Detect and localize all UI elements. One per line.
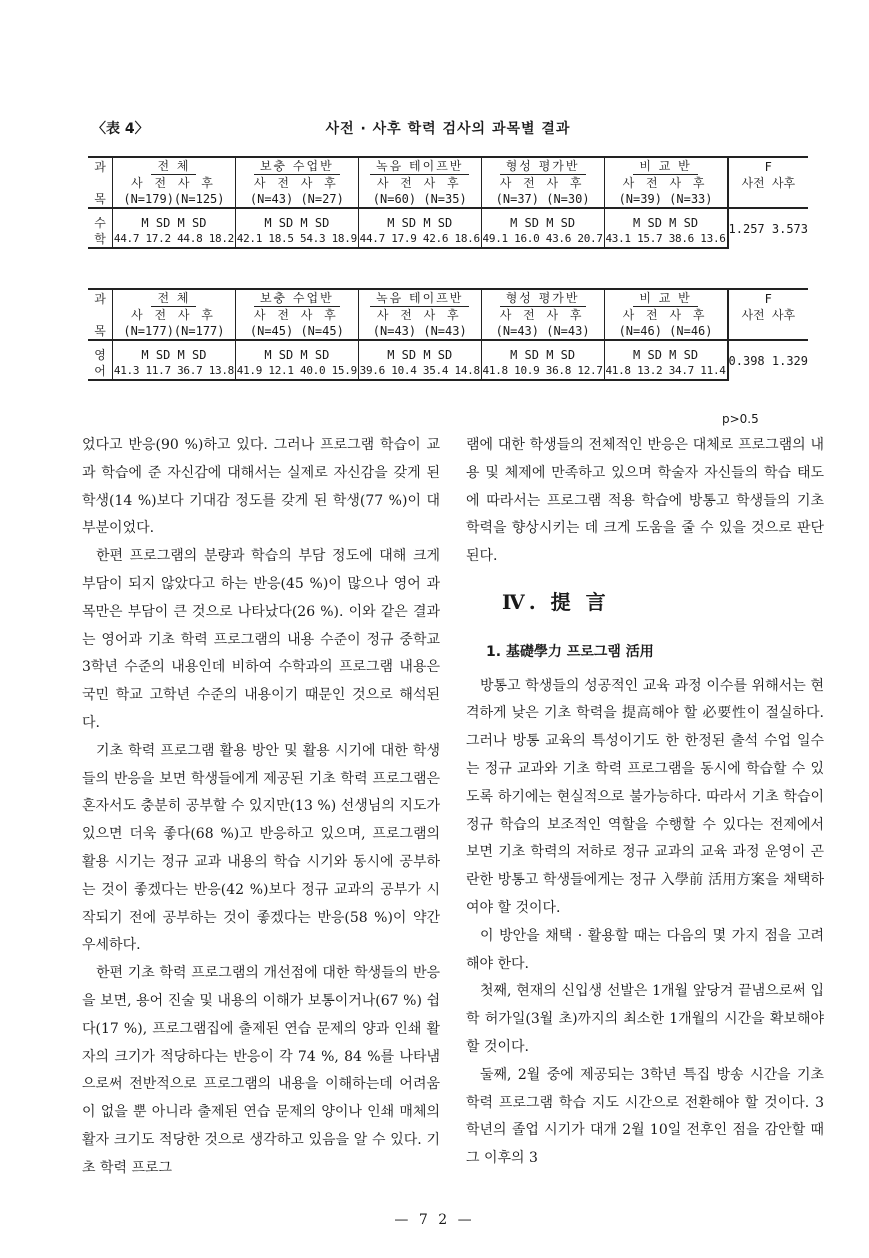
paragraph: 이 방안을 채택 · 활용할 때는 다음의 몇 가지 점을 고려해야 한다. — [466, 927, 824, 972]
table-row — [88, 323, 808, 340]
stat-values: 44.7 17.9 42.6 18.6 — [358, 231, 481, 248]
n-value: (N=43) (N=43) — [481, 323, 604, 340]
table-row — [88, 191, 808, 208]
right-column — [466, 432, 824, 1173]
paragraph: 방통고 학생들의 성공적인 교육 과정 이수를 위해서는 현격하게 낮은 기초 학력을 提高해야 할 必要性이 절실하다. 그러나 방통 교육의 특성이기도 한 한정된 출석 수업 일수는 정규 교과와 기초 학력 프로그램을 동시에 학습할 수 있도록 하기에는 현실적으로 불가능하다. 따라서 기초 학습이 정규 학습의 보조적인 역할을 수행할 수 있다는 전제에서 보면 기초 학력의 저하로 정규 교과의 교육 과정 운영이 곤란한 방통고 학생들에게는 정규 入學前 活用方案을 채택하여야 할 것이다. — [466, 677, 824, 916]
section-heading: Ⅳ. 提 言 — [502, 589, 610, 614]
table-caption — [92, 118, 804, 138]
group-name-control: 비 교 반 — [633, 158, 697, 175]
pre-post-header: 사 전 사 후 — [113, 175, 236, 191]
f-subheader: 사전 사후 — [741, 176, 796, 190]
stat-values: 49.1 16.0 43.6 20.7 — [481, 231, 604, 248]
stat-header: M SD M SD — [481, 340, 604, 363]
n-value: (N=46) (N=46) — [604, 323, 727, 340]
stat-header: M SD M SD — [358, 208, 481, 231]
paragraph: 램에 대한 학생들의 전체적인 반응은 대체로 프로그램의 내용 및 체제에 만족하고 있으며 학술자 자신들의 학습 태도에 따라서는 프로그램 적용 학습에 방통고 학생들의 기초 학력을 향상시키는 데 크게 도움을 줄 수 있을 것으로 판단된다. — [466, 437, 824, 565]
pre-post-header: 사 전 사 후 — [235, 307, 358, 323]
group-name-tape: 녹음 테이프반 — [370, 290, 469, 307]
table-row — [88, 157, 808, 175]
table-row — [88, 289, 808, 307]
stat-values: 41.9 12.1 40.0 15.9 — [235, 363, 358, 380]
n-value: (N=60) (N=35) — [358, 191, 481, 208]
n-value: (N=45) (N=45) — [235, 323, 358, 340]
table-row — [88, 231, 808, 248]
pre-post-header: 사 전 사 후 — [235, 175, 358, 191]
f-subheader: 사전 사후 — [741, 308, 796, 322]
n-value: (N=37) (N=30) — [481, 191, 604, 208]
stat-header: M SD M SD — [358, 340, 481, 363]
f-values: 1.257 3.573 — [728, 221, 808, 236]
n-value: (N=43) (N=43) — [358, 323, 481, 340]
stat-header: M SD M SD — [113, 208, 236, 231]
stat-values: 41.8 13.2 34.7 11.4 — [604, 363, 727, 380]
subject-label: 수 — [88, 208, 113, 231]
n-value: (N=39) (N=33) — [604, 191, 727, 208]
stat-values: 39.6 10.4 35.4 14.8 — [358, 363, 481, 380]
stat-header: M SD M SD — [235, 208, 358, 231]
table-row — [88, 208, 808, 231]
stat-header: M SD M SD — [235, 340, 358, 363]
pre-post-header: 사 전 사 후 — [113, 307, 236, 323]
paragraph: 한편 기초 학력 프로그램의 개선점에 대한 학생들의 반응을 보면, 용어 진술 및 내용의 이해가 보통이거나(67 %) 쉽다(17 %), 프로그램집에 출제된 연습 문제의 양과 인쇄 활자의 크기가 적당하다는 반응이 각 74 %, 84 %를 나타냄으로써 전반적으로 프로그램의 내용을 이해하는데 어려움이 없을 뿐 아니라 출제된 연습 문제의 양이나 인쇄 매체의 활자 크기도 적당한 것으로 생각하고 있음을 알 수 있다. 기초 학력 프로그 — [82, 965, 440, 1176]
stat-values: 43.1 15.7 38.6 13.6 — [604, 231, 727, 248]
group-name-total: 전 체 — [151, 290, 196, 307]
stat-values: 42.1 18.5 54.3 18.9 — [235, 231, 358, 248]
row-label: 목 — [88, 191, 113, 208]
table-label: 〈表 4〉 — [92, 121, 149, 137]
table-row — [88, 175, 808, 191]
n-value: (N=43) (N=27) — [235, 191, 358, 208]
row-label: 과 — [88, 289, 113, 307]
group-name-supplementary: 보충 수업반 — [254, 158, 340, 175]
p-value-note: p>0.5 — [722, 412, 759, 426]
pre-post-header: 사 전 사 후 — [358, 307, 481, 323]
stat-values: 44.7 17.2 44.8 18.2 — [113, 231, 236, 248]
stat-header: M SD M SD — [481, 208, 604, 231]
pre-post-header: 사 전 사 후 — [358, 175, 481, 191]
stat-values: 41.8 10.9 36.8 12.7 — [481, 363, 604, 380]
group-name-supplementary: 보충 수업반 — [254, 290, 340, 307]
n-value: (N=179)(N=125) — [113, 191, 236, 208]
subsection-heading: 1. 基礎學力 프로그램 活用 — [486, 643, 654, 660]
f-header: F — [728, 157, 808, 175]
pre-post-header: 사 전 사 후 — [481, 175, 604, 191]
group-name-tape: 녹음 테이프반 — [370, 158, 469, 175]
table-title: 사전 · 사후 학력 검사의 과목별 결과 — [325, 121, 571, 137]
results-table-english — [88, 288, 808, 381]
group-name-control: 비 교 반 — [633, 290, 697, 307]
subject-label: 어 — [88, 363, 113, 380]
pre-post-header: 사 전 사 후 — [604, 175, 727, 191]
left-column — [82, 432, 440, 1183]
paragraph: 한편 프로그램의 분량과 학습의 부담 정도에 대해 크게 부담이 되지 않았다고 하는 반응(45 %)이 많으나 영어 과목만은 부담이 큰 것으로 나타났다(26 %). 이와 같은 결과는 영어과 기초 학력 프로그램의 내용 수준이 정규 중학교 3학년 수준의 내용인데 비하여 수학과의 프로그램 내용은 국민 학교 고학년 수준의 내용이기 때문인 것으로 해석된다. — [82, 548, 440, 731]
n-value: (N=177)(N=177) — [113, 323, 236, 340]
page-number: — 7 2 — — [394, 1212, 475, 1228]
pre-post-header: 사 전 사 후 — [604, 307, 727, 323]
row-label: 과 — [88, 157, 113, 175]
table-row — [88, 363, 808, 380]
group-name-formative: 형성 평가반 — [500, 290, 586, 307]
f-header: F — [728, 289, 808, 307]
pre-post-header: 사 전 사 후 — [481, 307, 604, 323]
row-label: 목 — [88, 323, 113, 340]
paragraph: 었다고 반응(90 %)하고 있다. 그러나 프로그램 학습이 교과 학습에 준 자신감에 대해서는 실제로 자신감을 갖게 된 학생(14 %)보다 기대감 정도를 갖게 된 학생(77 %)이 대부분이었다. — [82, 437, 440, 537]
table-row — [88, 307, 808, 323]
f-values: 0.398 1.329 — [728, 353, 808, 368]
paragraph: 첫째, 현재의 신입생 선발은 1개월 앞당겨 끝냄으로써 입학 허가일(3월 초)까지의 최소한 1개월의 시간을 확보해야 할 것이다. — [466, 983, 824, 1055]
group-name-formative: 형성 평가반 — [500, 158, 586, 175]
table-row — [88, 340, 808, 363]
paragraph: 기초 학력 프로그램 활용 방안 및 활용 시기에 대한 학생들의 반응을 보면 학생들에게 제공된 기초 학력 프로그램은 혼자서도 충분히 공부할 수 있지만(13 %) 선생님의 지도가 있으면 더욱 좋다(68 %)고 반응하고 있으며, 프로그램의 활용 시기는 정규 교과 내용의 학습 시기와 동시에 공부하는 것이 좋겠다는 반응(42 %)보다 정규 교과의 공부가 시작되기 전에 공부하는 것이 좋겠다는 반응(58 %)이 약간 우세하다. — [82, 742, 440, 954]
stat-header: M SD M SD — [113, 340, 236, 363]
paragraph: 둘째, 2월 중에 제공되는 3학년 특집 방송 시간을 기초 학력 프로그램 학습 지도 시간으로 전환해야 할 것이다. 3학년의 졸업 시기가 대개 2월 10일 전후인 점을 감안할 때 그 이후의 3 — [466, 1066, 824, 1167]
stat-header: M SD M SD — [604, 340, 727, 363]
results-table-math — [88, 156, 808, 249]
subject-label: 학 — [88, 231, 113, 248]
stat-values: 41.3 11.7 36.7 13.8 — [113, 363, 236, 380]
stat-header: M SD M SD — [604, 208, 727, 231]
subject-label: 영 — [88, 340, 113, 363]
group-name-total: 전 체 — [151, 158, 196, 175]
